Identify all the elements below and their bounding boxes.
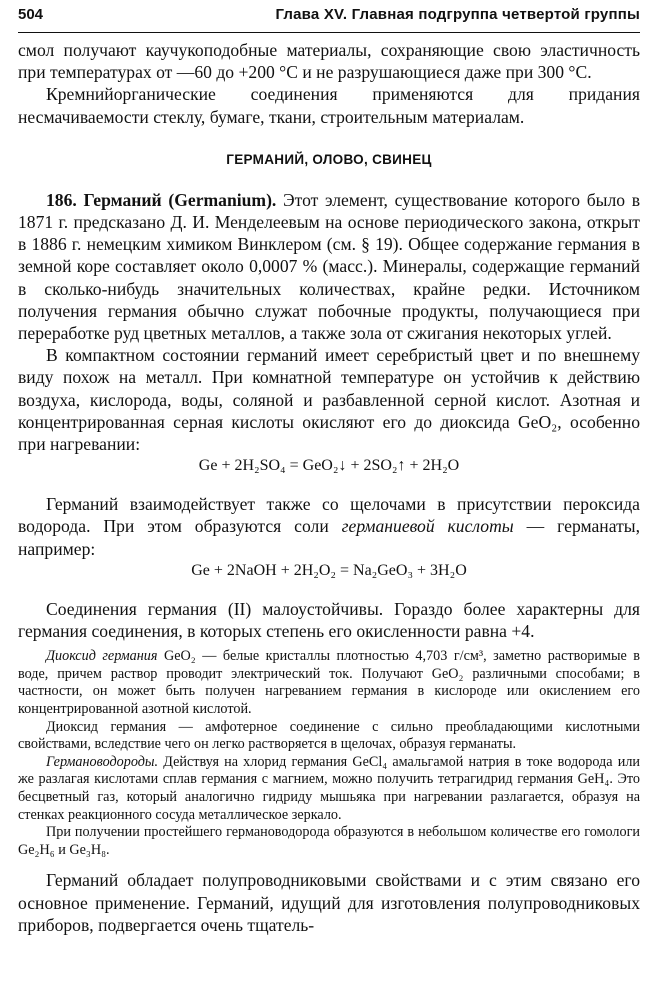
running-header: [18, 6, 640, 33]
paragraph-germanium-dioxide: Диоксид германия GeO₂ — белые кристаллы плотностью 4,703 г/см³, заметно растворимые в воде, причем раствор проводит электрический ток. Получают GeO₂ различными способами; в частности, он может быть получен нагреванием германия в кислороде или окислением его концентрированной азотной кислотой.: [18, 648, 640, 718]
page-number: 504: [18, 6, 44, 23]
small-print-block: [18, 648, 640, 859]
section-heading: ГЕРМАНИЙ, ОЛОВО, СВИНЕЦ: [226, 151, 432, 167]
paragraph-organosilicon-uses: Кремнийорганические соединения применяются для придания несмачиваемости стеклу, бумаге, ткани, строительным материалам.: [18, 84, 640, 127]
paragraph-germanium-properties: В компактном состоянии германий имеет серебристый цвет и по внешнему виду похож на металл. При комнатной температуре он устойчив к действию воздуха, кислорода, воды, соляной и разбавленной серной кислот. Азотная и концентрированная серная кислоты окисляют его до диоксида GeO₂, особенно при нагревании:: [18, 345, 640, 455]
article-title: 186. Германий (Germanium).: [46, 189, 277, 210]
paragraph-dioxide-amphoteric: Диоксид германия — амфотерное соединение с сильно преобладающими кислотными свойствами, вследствие чего он легко растворяется в щелочах, образуя германаты.: [18, 718, 640, 753]
paragraph-germane-homologs: При получении простейшего германоводорода образуются в небольшом количестве его гомологи Ge₂H₆ и Ge₃H₈.: [18, 824, 640, 858]
equation-germanate: Ge + 2NaOH + 2H₂O₂ = Na₂GeO₃ + 3H₂O: [191, 561, 467, 579]
term-germanic-acid: германиевой кислоты: [341, 516, 514, 537]
paragraph-germanes: Германоводороды. Действуя на хлорид германия GeCl₄ амальгамой натрия в токе водорода или же разлагая кислотами сплав германия с магнием, можно получить тетрагидрид германия GeH₄. Это бесцветный газ, который аналогично гидриду мышьяка при нагревании разлагается, образуя на стенках реакционного сосуда металлическое зеркало.: [18, 753, 640, 823]
article-body: Этот элемент, существование которого было в 1871 г. предсказано Д. И. Менделеевым на основе периодического закона, открыт в 1886 г. немецким химиком Винклером (см. § 19). Общее содержание германия в земной коре составляет около 0,0007 % (масс.). Минералы, содержащие германий в сколько-нибудь значительных количествах, крайне редки. Источником получения германия обычно служат побочные продукты, получающиеся при переработке руд цветных металлов, а также зола от сжигания некоторых углей.: [18, 189, 640, 344]
paragraph-semiconductor: Германий обладает полупроводниковыми свойствами и с этим связано его основное применение. Германий, идущий для изготовления полупроводниковых приборов, подвергается очень тщатель-: [18, 870, 640, 935]
paragraph-oxidation-states: Соединения германия (II) малоустойчивы. Гораздо более характерны для германия соединения, в которых степень его окисленности равна +4.: [18, 598, 640, 642]
book-page: [18, 6, 640, 936]
equation-sulfuric-acid: Ge + 2H₂SO₄ = GeO₂↓ + 2SO₂↑ + 2H₂O: [198, 457, 460, 475]
chapter-title: Глава XV. Главная подгруппа четвертой группы: [275, 6, 640, 23]
paragraph-germanium-intro: [18, 189, 640, 344]
paragraph-polymers: смол получают каучукоподобные материалы, сохраняющие свою эластичность при температурах от —60 до +200 °С и не разрушающиеся даже при 300 °С.: [18, 40, 640, 83]
paragraph-germanates: Германий взаимодействует также со щелочами в присутствии пероксида водорода. При этом образуются соли германиевой кислоты — германаты, например:: [18, 494, 640, 559]
